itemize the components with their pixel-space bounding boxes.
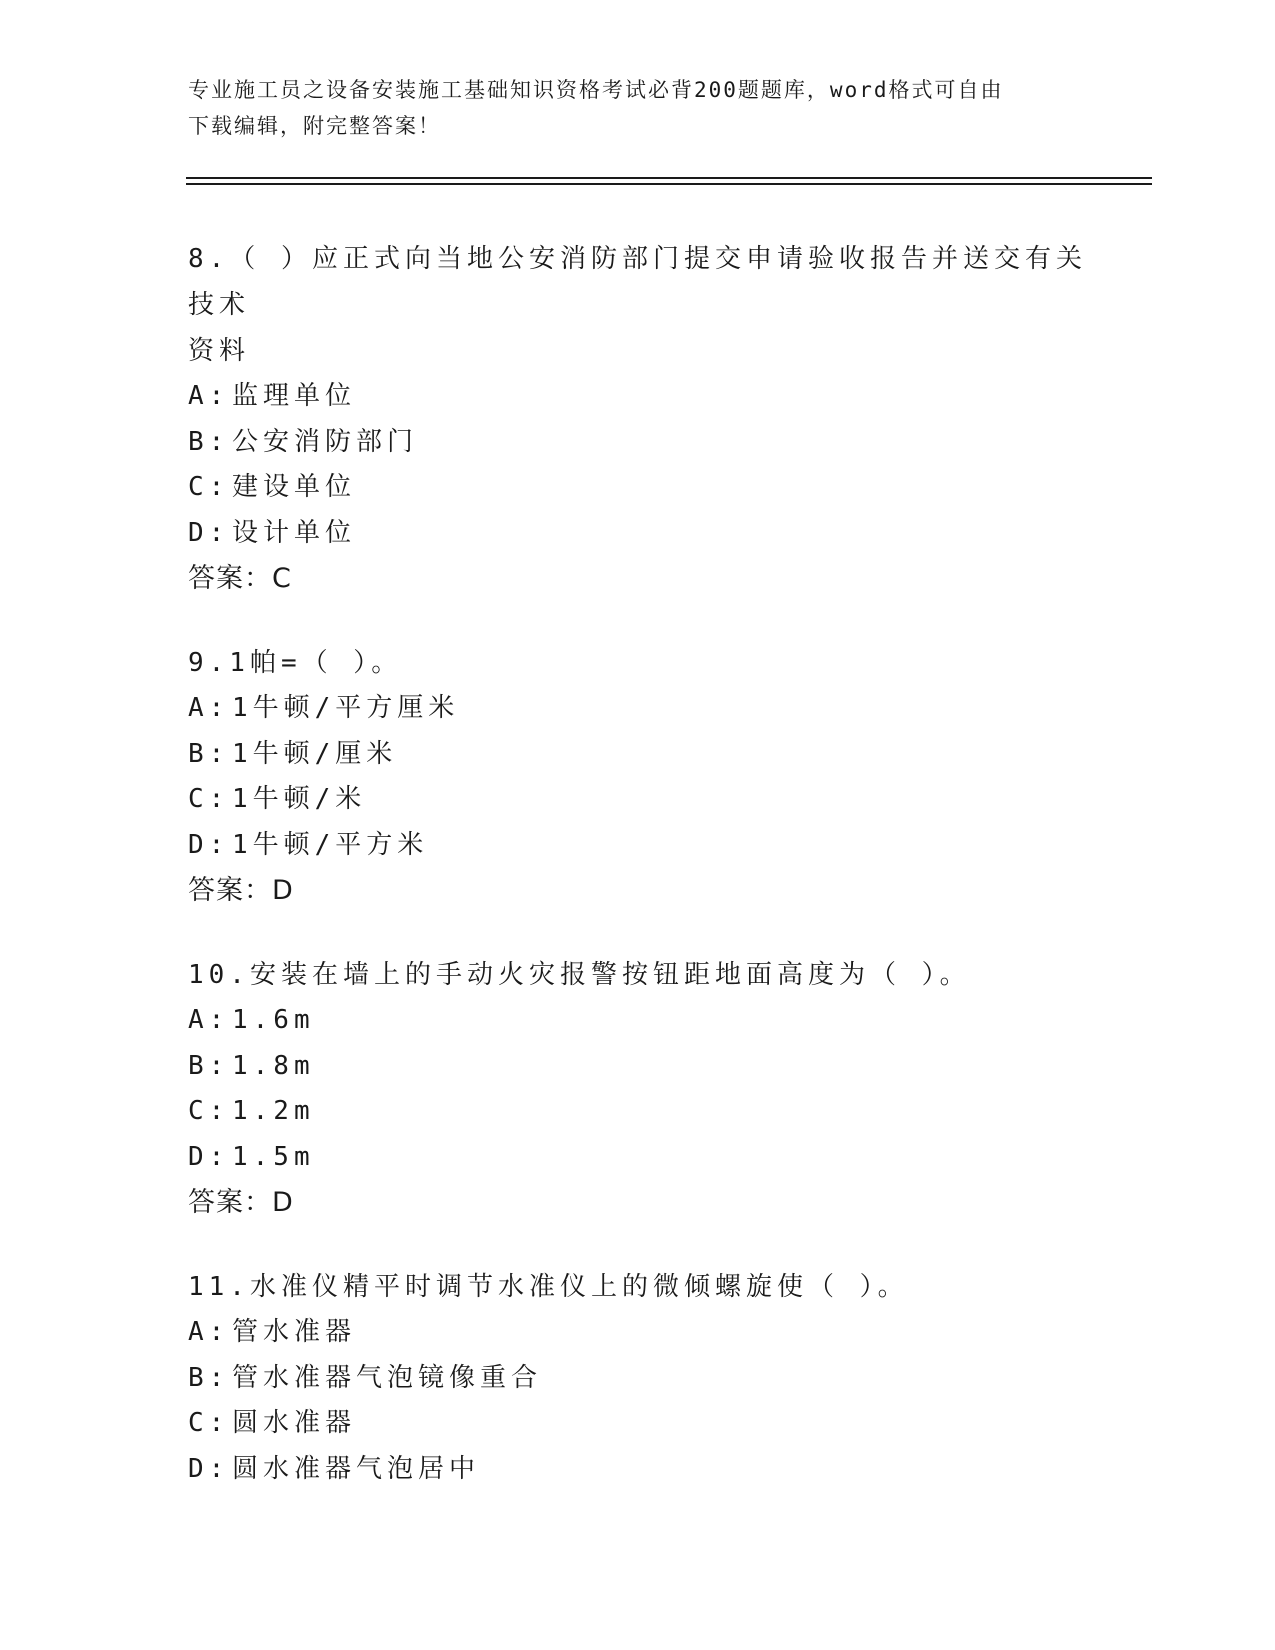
- option-c: [188, 1401, 1088, 1447]
- option-text: 设计单位: [232, 517, 357, 548]
- option-c: [188, 777, 1088, 823]
- option-d: [188, 1447, 1088, 1493]
- option-text: 1牛顿/平方米: [232, 829, 429, 860]
- option-b: [188, 732, 1088, 778]
- option-key: A:: [188, 1005, 230, 1035]
- option-text: 监理单位: [232, 381, 357, 411]
- answer-line: 答案：D: [188, 875, 294, 906]
- document-header: [188, 72, 1088, 144]
- answer-line: 答案：C: [188, 563, 292, 594]
- option-text: 1牛顿/平方厘米: [232, 693, 460, 723]
- option-d: [188, 1135, 1088, 1181]
- option-text: 1牛顿/米: [232, 784, 367, 814]
- question-10: [188, 952, 1088, 1226]
- question-stem: 10.安装在墙上的手动火灾报警按钮距地面高度为（ ）。: [188, 960, 971, 990]
- option-text: 管水准器: [232, 1317, 357, 1347]
- question-stem: 11.水准仪精平时调节水准仪上的微倾螺旋使（ ）。: [188, 1272, 909, 1302]
- option-text: 建设单位: [232, 472, 357, 502]
- option-key: B:: [188, 1362, 230, 1393]
- option-key: B:: [188, 1050, 230, 1081]
- question-stem: 8.（ ）应正式向当地公安消防部门提交申请验收报告并送交有关技术: [188, 244, 1087, 320]
- option-text: 1.5m: [232, 1141, 315, 1172]
- option-b: [188, 1044, 1088, 1090]
- option-a: [188, 374, 1088, 420]
- option-key: D:: [188, 1141, 230, 1172]
- option-key: D:: [188, 829, 230, 860]
- option-key: C:: [188, 784, 230, 814]
- option-d: [188, 511, 1088, 557]
- option-b: [188, 1356, 1088, 1402]
- option-key: A:: [188, 693, 230, 723]
- option-key: A:: [188, 381, 230, 411]
- option-key: B:: [188, 426, 230, 457]
- question-stem: 9.1帕=（ ）。: [188, 648, 403, 678]
- option-a: [188, 686, 1088, 732]
- option-a: [188, 1310, 1088, 1356]
- question-8: [188, 236, 1088, 602]
- option-key: D:: [188, 1453, 230, 1484]
- option-key: A:: [188, 1317, 230, 1347]
- option-text: 圆水准器: [232, 1408, 357, 1438]
- question-9: [188, 640, 1088, 914]
- option-key: C:: [188, 1408, 230, 1438]
- option-c: [188, 465, 1088, 511]
- option-key: D:: [188, 517, 230, 548]
- question-stem-continued: 资料: [188, 336, 251, 366]
- option-text: 1.6m: [232, 1005, 315, 1035]
- option-c: [188, 1089, 1088, 1135]
- option-text: 圆水准器气泡居中: [232, 1453, 481, 1484]
- option-text: 1.2m: [232, 1096, 315, 1126]
- option-b: [188, 420, 1088, 466]
- header-divider-top: [186, 177, 1152, 179]
- option-key: C:: [188, 1096, 230, 1126]
- option-key: C:: [188, 472, 230, 502]
- question-list: [188, 236, 1088, 1530]
- answer-line: 答案：D: [188, 1187, 294, 1218]
- question-11: [188, 1264, 1088, 1492]
- option-text: 管水准器气泡镜像重合: [232, 1362, 543, 1393]
- option-key: B:: [188, 738, 230, 769]
- option-text: 1.8m: [232, 1050, 315, 1081]
- header-line-2: 下载编辑，附完整答案！: [188, 114, 441, 138]
- option-d: [188, 823, 1088, 869]
- option-a: [188, 998, 1088, 1044]
- option-text: 1牛顿/厘米: [232, 738, 398, 769]
- option-text: 公安消防部门: [232, 426, 419, 457]
- header-line-1: 专业施工员之设备安装施工基础知识资格考试必背200题题库，word格式可自由: [188, 78, 1004, 102]
- header-divider-bottom: [186, 183, 1152, 185]
